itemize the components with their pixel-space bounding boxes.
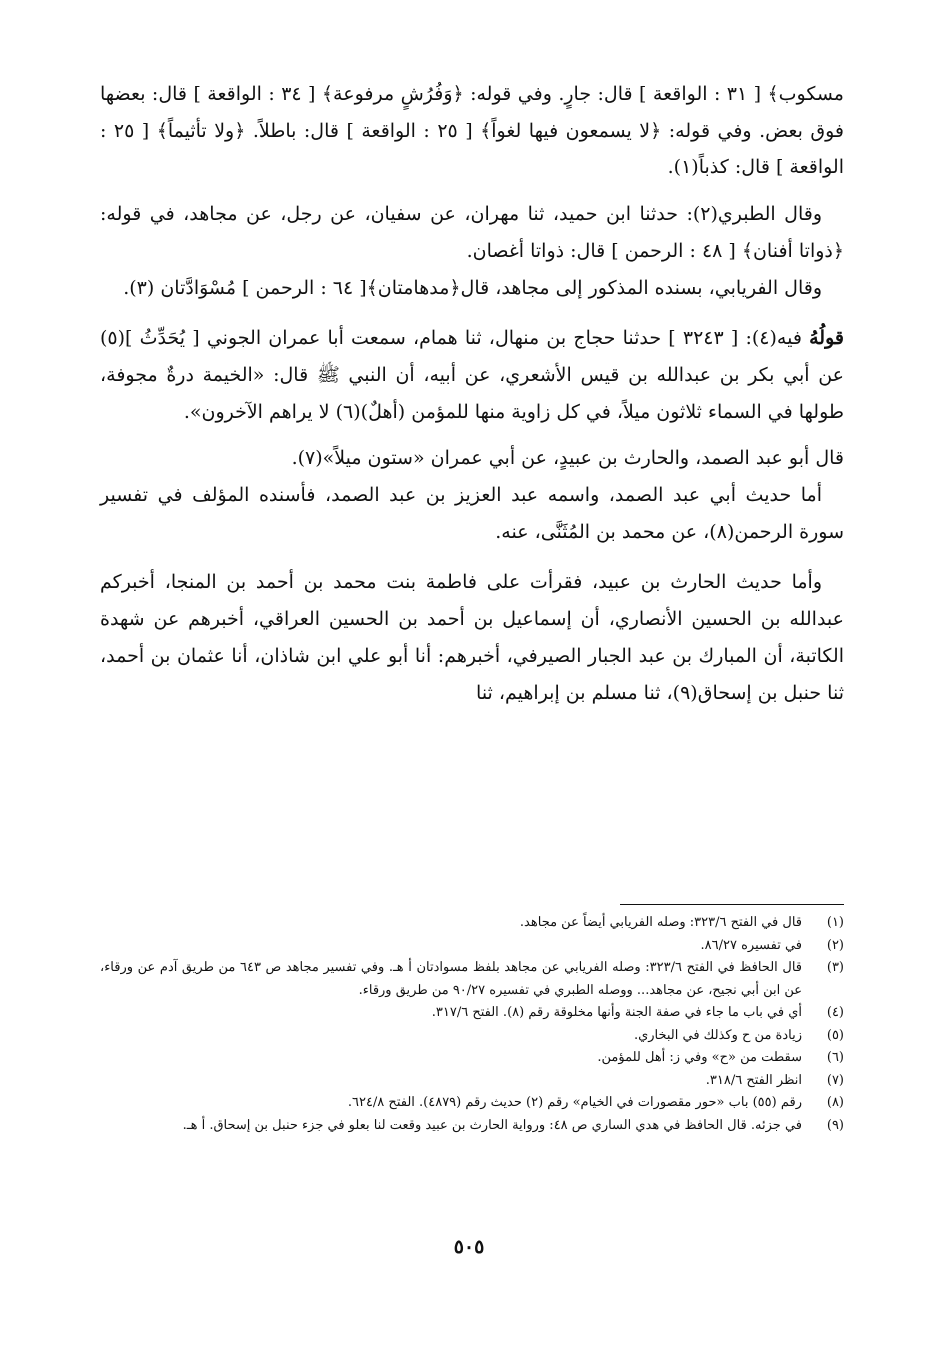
paragraph-1: مسكوب﴾ [ ٣١ : الواقعة ] قال: جارٍ. وفي قوله: ﴿وَفُرُشٍ مرفوعة﴾ [ ٣٤ : الواقعة ] قال: بعضها فوق بعض. وفي قوله: ﴿لا يسمعون فيها لغواً﴾ [ ٢٥ : الواقعة ] قال: باطلاً. ﴿ولا تأثيماً﴾ [ ٢٥ : الواقعة ] قال: كذباً(١). [100, 83, 844, 179]
footnote-number: (٥) [826, 1027, 844, 1043]
footnotes [100, 912, 844, 1137]
footnote-number: (٤) [826, 1005, 844, 1020]
footnote-number: (٦) [826, 1050, 844, 1065]
footnote [100, 1047, 844, 1070]
footnote [100, 957, 844, 1002]
paragraph-4-text: فيه(٤): [ ٣٢٤٣ ] حدثنا حجاج بن منهال، ثنا همام، سمعت أبا عمران الجوني [ يُحَدِّثُ ](٥) عن أبي بكر بن عبدالله بن قيس الأشعري، عن أبيه، أن النبي ﷺ قال: «الخيمة درةٌ مجوفة، طولها في السماء ثلاثون ميلاً، في كل زاوية منها للمؤمن (أهلٌ)(٦) لا يراهم الآخرون». [100, 327, 844, 423]
footnote-number: (٩) [826, 1117, 844, 1133]
footnote [100, 1070, 844, 1093]
footnote [100, 1092, 844, 1115]
footnote-text: أي في باب ما جاء في صفة الجنة وأنها مخلوقة رقم (٨). الفتح ٣١٧/٦. [431, 1005, 802, 1020]
footnote-number: (١) [826, 915, 844, 930]
footnote-number: (٨) [826, 1095, 844, 1110]
footnote [100, 935, 844, 958]
paragraph-3: وقال الفريابي، بسنده المذكور إلى مجاهد، قال﴿مدهامتان﴾[ ٦٤ : الرحمن ] مُسْوَادَّتان (٣). [123, 276, 822, 299]
paragraph-6: أما حديث أبي عبد الصمد، واسمه عبد العزيز بن عبد الصمد، فأسنده المؤلف في تفسير سورة الرحمن(٨)، عن محمد بن المُثَنَّى، عنه. [100, 484, 844, 543]
footnote [100, 1115, 844, 1138]
footnote-text: سقطت من «ح» وفي ز: أهل للمؤمن. [597, 1050, 802, 1065]
lead-word: قولُهُ [809, 327, 844, 350]
footnote-number: (٢) [826, 937, 844, 953]
footnote-text: زيادة من ح وكذلك في البخاري. [633, 1027, 802, 1043]
footnote [100, 1025, 844, 1048]
footnote-text: في تفسيره ٨٦/٢٧. [700, 937, 802, 953]
main-text [100, 76, 844, 711]
footnote [100, 1002, 844, 1025]
paragraph-7: وأما حديث الحارث بن عبيد، فقرأت على فاطمة بنت محمد بن أحمد بن المنجا، أخبركم عبدالله بن الحسين الأنصاري، أن إسماعيل بن أحمد بن الحسين العراقي، أخبرهم عن شهدة الكاتبة، أن المبارك بن عبد الجبار الصيرفي، أخبرهم: أنا أبو علي ابن شاذان، أنا عثمان بن أحمد، ثنا حنبل بن إسحاق(٩)، ثنا مسلم بن إبراهيم، ثنا [100, 571, 844, 704]
paragraph-5: قال أبو عبد الصمد، والحارث بن عبيدٍ، عن أبي عمران «ستون ميلاً»(٧). [291, 447, 844, 470]
footnote-text: انظر الفتح ٣١٨/٦. [705, 1072, 802, 1088]
page-number: ٥٠٥ [453, 1236, 485, 1258]
footnote-text: في جزئه. قال الحافظ في هدي الساري ص ٤٨: ورواية الحارث بن عبيد وقعت لنا بعلو في جزء حنبل بن إسحاق. أ هـ. [182, 1117, 802, 1133]
footnote-number: (٣) [826, 960, 844, 975]
footnote-text: رقم (٥٥) باب «حور مقصورات في الخيام» رقم (٢) حديث رقم (٤٨٧٩). الفتح ٦٢٤/٨. [347, 1095, 802, 1110]
footnote-text: قال الحافظ في الفتح ٣٢٣/٦: وصله الفريابي عن مجاهد بلفظ مسوادتان أ هـ. وفي تفسير مجاهد ص ٦٤٣ من طريق آدم عن ورقاء، عن ابن أبي نجيح، عن مجاهد... ووصله الطبري في تفسيره ٩٠/٢٧ من طريق ورقاء. [100, 960, 802, 998]
footnote [100, 912, 844, 935]
paragraph-4 [100, 320, 844, 430]
footnote-text: قال في الفتح ٣٢٣/٦: وصله الفريابي أيضاً عن مجاهد. [519, 915, 802, 930]
footnote-separator [620, 904, 844, 905]
footnote-number: (٧) [826, 1072, 844, 1088]
paragraph-2: وقال الطبري(٢): حدثنا ابن حميد، ثنا مهران، عن سفيان، عن رجل، عن مجاهد، في قوله: ﴿ذواتا أفنان﴾ [ ٤٨ : الرحمن ] قال: ذواتا أغصان. [100, 203, 844, 262]
